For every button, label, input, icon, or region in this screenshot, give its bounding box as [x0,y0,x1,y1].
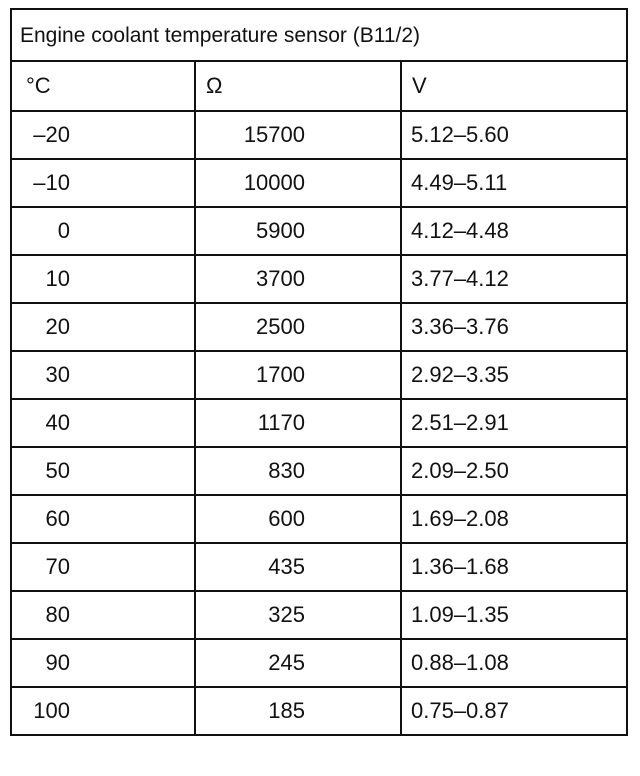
cell-temperature: 50 [11,447,195,495]
column-header-resistance: Ω [195,61,401,111]
cell-voltage-range: 0.75–0.87 [401,687,627,735]
cell-resistance: 15700 [195,111,401,159]
cell-temperature: 30 [11,351,195,399]
cell-resistance: 245 [195,639,401,687]
cell-voltage-range: 1.36–1.68 [401,543,627,591]
cell-voltage-range: 2.92–3.35 [401,351,627,399]
table-row [11,303,627,351]
cell-resistance: 830 [195,447,401,495]
sensor-spec-table [10,8,628,736]
cell-temperature: 0 [11,207,195,255]
table-row [11,159,627,207]
column-header-temperature: °C [11,61,195,111]
cell-temperature: 70 [11,543,195,591]
table-row [11,351,627,399]
table-title: Engine coolant temperature sensor (B11/2) [11,9,627,61]
cell-voltage-range: 0.88–1.08 [401,639,627,687]
cell-temperature: 80 [11,591,195,639]
cell-voltage-range: 5.12–5.60 [401,111,627,159]
cell-resistance: 1700 [195,351,401,399]
cell-voltage-range: 1.09–1.35 [401,591,627,639]
cell-temperature: 100 [11,687,195,735]
cell-resistance: 185 [195,687,401,735]
table-row [11,207,627,255]
header-row [11,61,627,111]
cell-resistance: 5900 [195,207,401,255]
cell-temperature: 20 [11,303,195,351]
cell-voltage-range: 1.69–2.08 [401,495,627,543]
table-row [11,447,627,495]
cell-resistance: 3700 [195,255,401,303]
cell-voltage-range: 3.77–4.12 [401,255,627,303]
cell-temperature: 90 [11,639,195,687]
cell-temperature: ‒20 [11,111,195,159]
cell-voltage-range: 4.49–5.11 [401,159,627,207]
cell-temperature: 10 [11,255,195,303]
cell-temperature: 60 [11,495,195,543]
cell-resistance: 325 [195,591,401,639]
table-row [11,255,627,303]
table-row [11,687,627,735]
cell-temperature: ‒10 [11,159,195,207]
cell-temperature: 40 [11,399,195,447]
table-body [11,111,627,735]
cell-resistance: 1170 [195,399,401,447]
cell-resistance: 10000 [195,159,401,207]
cell-resistance: 600 [195,495,401,543]
cell-voltage-range: 2.09–2.50 [401,447,627,495]
cell-resistance: 435 [195,543,401,591]
cell-voltage-range: 3.36–3.76 [401,303,627,351]
table-row [11,543,627,591]
cell-voltage-range: 2.51–2.91 [401,399,627,447]
cell-voltage-range: 4.12–4.48 [401,207,627,255]
table-row [11,399,627,447]
table-row [11,495,627,543]
table-row [11,591,627,639]
table-row [11,639,627,687]
cell-resistance: 2500 [195,303,401,351]
table-row [11,111,627,159]
column-header-voltage: V [401,61,627,111]
